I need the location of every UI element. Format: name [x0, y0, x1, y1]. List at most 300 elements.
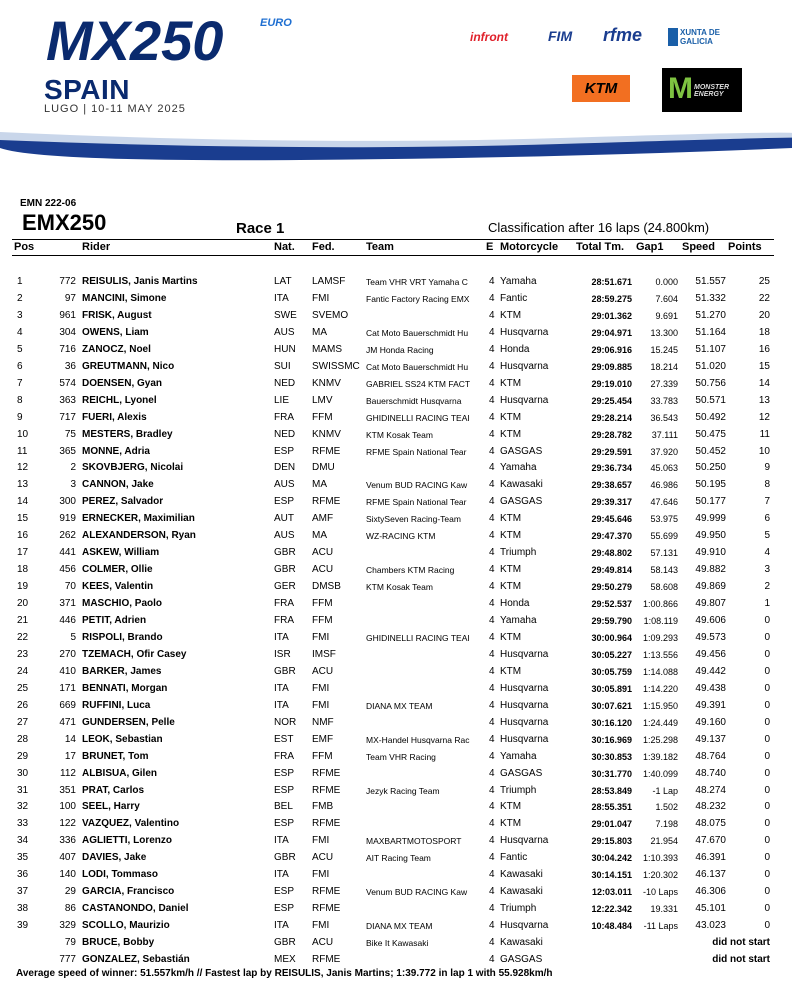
- cell-fed: FMI: [312, 920, 330, 932]
- cell-moto: Kawasaki: [500, 886, 543, 898]
- cell-gap: 55.699: [650, 531, 678, 542]
- cell-speed: 46.137: [695, 869, 726, 881]
- cell-pos: 3: [17, 309, 23, 321]
- cell-pts: 11: [759, 428, 770, 440]
- cell-pts: 0: [764, 869, 770, 881]
- cell-moto: KTM: [500, 665, 522, 677]
- cell-num: 29: [64, 886, 76, 898]
- cell-gap: 15.245: [650, 344, 678, 355]
- cell-total: 29:59.790: [591, 616, 632, 626]
- cell-moto: Yamaha: [500, 750, 537, 762]
- table-row: [0, 581, 792, 598]
- cell-pos: 7: [17, 377, 23, 389]
- cell-gap: 36.543: [650, 412, 678, 423]
- cell-total: 29:47.370: [591, 531, 632, 542]
- cell-nat: ITA: [274, 835, 289, 847]
- cell-speed: 45.101: [695, 903, 726, 915]
- cell-pts: 0: [764, 615, 770, 626]
- cell-total: 29:38.657: [591, 480, 632, 491]
- cell-nat: BEL: [274, 801, 293, 813]
- cell-moto: GASGAS: [500, 767, 543, 779]
- cell-gap: -11 Laps: [643, 921, 678, 932]
- cell-gap: 58.608: [650, 582, 678, 593]
- cell-nat: SWE: [274, 309, 297, 321]
- monster-claw-icon: M: [668, 72, 693, 105]
- cell-e: 4: [489, 886, 495, 898]
- cell-rider: ZANOCZ, Noel: [82, 343, 151, 355]
- cell-num: 3: [70, 479, 76, 491]
- cell-pos: 34: [17, 835, 29, 847]
- cell-num: 363: [59, 394, 76, 406]
- cell-rider: CASTANONDO, Daniel: [82, 903, 189, 915]
- col-nat: Nat.: [274, 241, 295, 253]
- cell-nat: LAT: [274, 276, 292, 287]
- cell-num: 304: [59, 326, 76, 338]
- cell-moto: Yamaha: [500, 276, 537, 287]
- sponsor-monster: [662, 68, 742, 112]
- cell-moto: GASGAS: [500, 954, 543, 965]
- cell-rider: PETIT, Adrien: [82, 615, 147, 626]
- cell-pts: 25: [758, 276, 770, 287]
- cell-e: 4: [489, 767, 495, 779]
- cell-rider: LEOK, Sebastian: [82, 733, 163, 745]
- cell-moto: KTM: [500, 631, 522, 643]
- cell-pos: 30: [17, 767, 29, 779]
- cell-e: 4: [489, 411, 495, 423]
- cell-team: Fantic Factory Racing EMX: [366, 293, 470, 304]
- cell-pts: 22: [758, 292, 770, 304]
- cell-speed: 49.573: [695, 631, 726, 643]
- cell-num: 2: [70, 462, 76, 474]
- cell-num: 407: [59, 852, 76, 864]
- table-row: [0, 429, 792, 446]
- cell-num: 717: [59, 411, 76, 423]
- cell-speed: 48.274: [695, 784, 726, 796]
- cell-nat: GBR: [274, 665, 296, 677]
- cell-pos: 24: [17, 665, 29, 677]
- cell-num: 112: [60, 767, 76, 779]
- cell-e: 4: [489, 937, 495, 949]
- table-row: [0, 479, 792, 496]
- cell-e: 4: [489, 581, 495, 593]
- col-motorcycle: Motorcycle: [500, 241, 559, 253]
- cell-num: 371: [59, 598, 76, 610]
- cell-pts: 0: [764, 818, 770, 830]
- cell-gap: 1:15.950: [642, 700, 678, 711]
- col-total: Total Tm.: [576, 241, 625, 253]
- cell-num: 36: [64, 360, 76, 372]
- cell-e: 4: [489, 394, 495, 406]
- cell-e: 4: [489, 920, 495, 932]
- cell-team: MAXBARTMOTOSPORT: [366, 836, 462, 847]
- cell-pos: 25: [17, 682, 29, 694]
- cell-rider: TZEMACH, Ofir Casey: [82, 648, 187, 660]
- cell-nat: AUS: [274, 479, 295, 491]
- cell-nat: ITA: [274, 682, 289, 694]
- cell-rider: COLMER, Ollie: [82, 564, 153, 576]
- cell-e: 4: [489, 343, 495, 355]
- cell-fed: FFM: [312, 411, 333, 423]
- cell-nat: EST: [274, 733, 294, 745]
- cell-nat: ESP: [274, 445, 295, 457]
- cell-e: 4: [489, 530, 495, 542]
- cell-fed: RFME: [312, 903, 341, 915]
- cell-rider: MONNE, Adria: [82, 445, 150, 457]
- cell-gap: 47.646: [650, 497, 678, 508]
- table-row: [0, 496, 792, 513]
- cell-rider: SCOLLO, Maurizio: [82, 920, 170, 932]
- cell-fed: ACU: [312, 852, 334, 864]
- cell-e: 4: [489, 496, 495, 508]
- cell-fed: SWISSMC: [312, 360, 360, 372]
- cell-rider: GREUTMANN, Nico: [82, 360, 175, 372]
- cell-e: 4: [489, 309, 495, 321]
- document-code: EMN 222-06: [20, 198, 77, 209]
- cell-moto: Kawasaki: [500, 479, 543, 491]
- cell-pos: 26: [17, 699, 29, 711]
- cell-fed: MA: [312, 479, 327, 491]
- cell-fed: RFME: [312, 445, 341, 457]
- cell-nat: FRA: [274, 411, 294, 423]
- cell-num: 97: [64, 292, 76, 304]
- cell-pts: 0: [764, 733, 770, 745]
- cell-pts: 3: [764, 564, 770, 576]
- monster-label: MONSTER ENERGY: [694, 84, 729, 98]
- cell-pts: 0: [764, 784, 770, 796]
- header-rule-top: [12, 239, 774, 240]
- cell-moto: KTM: [500, 411, 522, 423]
- cell-rider: MASCHIO, Paolo: [82, 598, 163, 610]
- cell-fed: ACU: [312, 564, 334, 576]
- cell-pts: 5: [764, 530, 770, 542]
- cell-e: 4: [489, 513, 495, 525]
- cell-pos: 32: [17, 801, 29, 813]
- cell-total: 28:53.849: [591, 785, 632, 796]
- cell-team: RFME Spain National Tear: [366, 497, 467, 508]
- table-row: [0, 835, 792, 852]
- cell-nat: NED: [274, 377, 296, 389]
- cell-total: 29:01.047: [591, 819, 632, 830]
- sponsor-fim: FIM: [548, 28, 573, 44]
- cell-gap: 7.604: [655, 293, 678, 304]
- cell-speed: 43.023: [695, 920, 726, 932]
- cell-fed: NMF: [312, 716, 334, 728]
- cell-moto: Husqvarna: [500, 716, 549, 728]
- cell-speed: 49.137: [695, 733, 726, 745]
- cell-rider: OWENS, Liam: [82, 326, 149, 338]
- cell-e: 4: [489, 801, 495, 813]
- cell-pos: 17: [17, 547, 29, 559]
- cell-gap: 1:08.119: [643, 616, 678, 626]
- cell-num: 446: [59, 615, 76, 626]
- cell-moto: Kawasaki: [500, 937, 543, 949]
- col-points: Points: [728, 241, 762, 253]
- cell-speed: 51.332: [695, 292, 726, 304]
- cell-num: 100: [59, 801, 76, 813]
- cell-pts: 12: [758, 411, 770, 423]
- cell-speed: 50.756: [695, 377, 726, 389]
- cell-num: 300: [59, 496, 76, 508]
- cell-moto: Fantic: [500, 852, 528, 864]
- cell-total: 29:01.362: [591, 310, 632, 321]
- cell-rider: LODI, Tommaso: [82, 869, 158, 881]
- cell-rider: MANCINI, Simone: [82, 292, 167, 304]
- cell-pos: 8: [17, 394, 23, 406]
- col-e: E: [486, 241, 494, 253]
- cell-pts: 18: [758, 326, 770, 338]
- cell-total: 29:28.782: [591, 429, 632, 440]
- cell-rider: ALEXANDERSON, Ryan: [82, 530, 196, 542]
- cell-pos: 11: [17, 445, 28, 457]
- cell-gap: 37.111: [651, 429, 678, 440]
- cell-num: 171: [59, 682, 76, 694]
- cell-pts: 0: [764, 835, 770, 847]
- cell-e: 4: [489, 665, 495, 677]
- table-row: [0, 852, 792, 869]
- cell-rider: KEES, Valentin: [82, 581, 154, 593]
- cell-moto: KTM: [500, 801, 522, 813]
- cell-pos: 9: [17, 411, 23, 423]
- cell-pts: 0: [764, 665, 770, 677]
- cell-num: 716: [59, 343, 76, 355]
- cell-pos: 27: [17, 716, 29, 728]
- cell-total: 29:50.279: [591, 582, 632, 593]
- class-title: EMX250: [22, 210, 107, 235]
- cell-rider: SEEL, Harry: [82, 801, 140, 813]
- cell-total: 10:48.484: [591, 921, 632, 932]
- logo-badge: EURO: [260, 17, 292, 29]
- cell-team: RFME Spain National Tear: [366, 446, 467, 457]
- cell-total: 12:22.342: [591, 904, 632, 915]
- cell-pts: 1: [764, 598, 770, 610]
- cell-e: 4: [489, 615, 495, 626]
- cell-pts: 8: [764, 479, 770, 491]
- table-row: [0, 530, 792, 547]
- cell-moto: Husqvarna: [500, 394, 549, 406]
- cell-total: 30:14.151: [591, 870, 632, 881]
- cell-speed: 48.740: [695, 767, 726, 779]
- cell-total: 30:16.120: [591, 717, 632, 728]
- cell-rider: RISPOLI, Brando: [82, 631, 163, 643]
- cell-pts: 9: [764, 462, 770, 474]
- cell-num: 329: [59, 920, 76, 932]
- cell-pts: 7: [764, 496, 770, 508]
- table-row: [0, 700, 792, 717]
- cell-fed: RFME: [312, 767, 341, 779]
- cell-e: 4: [489, 852, 495, 864]
- table-row: [0, 276, 792, 293]
- cell-fed: MAMS: [312, 343, 342, 355]
- table-row: [0, 717, 792, 734]
- cell-nat: NOR: [274, 716, 297, 728]
- cell-total: 29:28.214: [591, 412, 632, 423]
- cell-moto: KTM: [500, 564, 522, 576]
- cell-e: 4: [489, 479, 495, 491]
- cell-num: 777: [59, 954, 76, 965]
- cell-moto: Husqvarna: [500, 326, 549, 338]
- cell-nat: DEN: [274, 462, 296, 474]
- sponsor-rfme: rfme: [603, 25, 643, 45]
- cell-speed: 50.475: [695, 428, 726, 440]
- cell-total: 29:48.802: [591, 548, 632, 559]
- cell-fed: FMI: [312, 835, 330, 847]
- cell-num: 17: [64, 750, 76, 762]
- cell-num: 70: [64, 581, 76, 593]
- cell-total: 30:04.242: [591, 853, 632, 864]
- cell-nat: GBR: [274, 564, 296, 576]
- cell-total: 28:55.351: [591, 802, 632, 813]
- cell-gap: 46.986: [650, 480, 678, 491]
- cell-moto: Husqvarna: [500, 835, 549, 847]
- cell-nat: GBR: [274, 937, 296, 949]
- cell-pos: 29: [17, 750, 29, 762]
- table-row: [0, 615, 792, 632]
- cell-speed: 50.177: [695, 496, 726, 508]
- cell-moto: KTM: [500, 513, 522, 525]
- cell-pos: 39: [17, 920, 29, 932]
- cell-pos: 35: [17, 852, 29, 864]
- cell-team: KTM Kosak Team: [366, 582, 433, 593]
- cell-rider: DAVIES, Jake: [82, 852, 147, 864]
- cell-speed: 51.107: [695, 343, 726, 355]
- cell-team: Bike It Kawasaki: [366, 938, 429, 949]
- cell-rider: BENNATI, Morgan: [82, 682, 168, 694]
- cell-pos: 15: [17, 513, 29, 525]
- cell-nat: FRA: [274, 598, 294, 610]
- cell-rider: GONZALEZ, Sebastián: [82, 954, 190, 965]
- cell-moto: Triumph: [500, 547, 537, 559]
- footer-summary: Average speed of winner: 51.557km/h // Fastest lap by REISULIS, Janis Martins; 1:39.772 in lap 1 with 55.928km/h: [16, 968, 553, 979]
- table-row-dns: [0, 937, 792, 954]
- table-row: [0, 785, 792, 802]
- table-row: [0, 547, 792, 564]
- cell-e: 4: [489, 428, 495, 440]
- header-swoosh: [0, 124, 792, 168]
- cell-total: 29:49.814: [591, 565, 632, 576]
- cell-gap: 19.331: [650, 904, 678, 915]
- cell-nat: ITA: [274, 631, 289, 643]
- cell-nat: ISR: [274, 648, 291, 660]
- cell-speed: 49.456: [695, 648, 726, 660]
- cell-speed: 49.391: [695, 699, 726, 711]
- cell-nat: SUI: [274, 360, 291, 372]
- cell-pos: 10: [17, 428, 29, 440]
- cell-speed: 49.442: [695, 665, 726, 677]
- table-row: [0, 446, 792, 463]
- cell-rider: VAZQUEZ, Valentino: [82, 818, 180, 830]
- cell-moto: Husqvarna: [500, 648, 549, 660]
- cell-speed: 48.075: [695, 818, 726, 830]
- cell-speed: 51.164: [695, 326, 726, 338]
- cell-nat: NED: [274, 428, 296, 440]
- cell-nat: ITA: [274, 920, 289, 932]
- table-row: [0, 361, 792, 378]
- cell-rider: RUFFINI, Luca: [82, 699, 151, 711]
- cell-pts: 4: [764, 547, 770, 559]
- cell-e: 4: [489, 462, 495, 474]
- cell-total: 29:36.734: [591, 463, 632, 474]
- cell-num: 75: [64, 428, 76, 440]
- cell-gap: -10 Laps: [642, 887, 678, 898]
- table-row: [0, 869, 792, 886]
- table-row: [0, 564, 792, 581]
- table-row: [0, 801, 792, 818]
- cell-fed: KNMV: [312, 377, 341, 389]
- cell-pos: 19: [17, 581, 29, 593]
- cell-total: 29:39.317: [591, 497, 632, 508]
- cell-fed: IMSF: [312, 648, 336, 660]
- cell-gap: 1:10.393: [642, 853, 678, 864]
- cell-gap: 33.783: [650, 395, 678, 406]
- cell-pts: 14: [758, 377, 770, 389]
- cell-speed: 49.999: [695, 513, 726, 525]
- cell-pts: 0: [764, 852, 770, 864]
- cell-speed: 49.160: [695, 716, 726, 728]
- cell-moto: Fantic: [500, 292, 528, 304]
- cell-nat: AUS: [274, 530, 295, 542]
- cell-num: 961: [59, 309, 76, 321]
- cell-rider: FRISK, August: [82, 309, 152, 321]
- cell-nat: FRA: [274, 750, 294, 762]
- cell-gap: 1:14.088: [642, 666, 678, 677]
- cell-e: 4: [489, 699, 495, 711]
- cell-total: 12:03.011: [591, 887, 632, 898]
- cell-nat: GBR: [274, 547, 296, 559]
- cell-total: 30:00.964: [591, 632, 632, 643]
- cell-fed: FFM: [312, 615, 333, 626]
- cell-pos: 20: [17, 598, 29, 610]
- cell-fed: RFME: [312, 818, 341, 830]
- cell-gap: 0.000: [655, 277, 678, 287]
- cell-nat: ESP: [274, 886, 295, 898]
- cell-rider: GARCIA, Francisco: [82, 886, 175, 898]
- cell-e: 4: [489, 648, 495, 660]
- cell-gap: 1:13.556: [642, 649, 678, 660]
- cell-moto: Husqvarna: [500, 682, 549, 694]
- cell-moto: GASGAS: [500, 496, 543, 508]
- cell-num: 456: [59, 564, 76, 576]
- cell-moto: KTM: [500, 581, 522, 593]
- cell-pts: 0: [764, 631, 770, 643]
- table-row: [0, 395, 792, 412]
- cell-total: 30:05.891: [591, 683, 632, 694]
- cell-total: 30:07.621: [591, 700, 632, 711]
- table-row: [0, 378, 792, 395]
- cell-total: 28:59.275: [591, 293, 632, 304]
- table-row: [0, 412, 792, 429]
- table-row: [0, 513, 792, 530]
- cell-pos: 14: [17, 496, 29, 508]
- cell-fed: DMSB: [312, 581, 341, 593]
- sponsor-infront: infront: [470, 30, 508, 44]
- cell-pos: 33: [17, 818, 29, 830]
- cell-total: 29:45.646: [591, 514, 632, 525]
- cell-num: 122: [59, 818, 76, 830]
- cell-team: Team VHR Racing: [366, 751, 436, 762]
- cell-moto: Yamaha: [500, 462, 537, 474]
- cell-gap: 1:00.866: [642, 599, 678, 610]
- cell-nat: ESP: [274, 903, 295, 915]
- cell-e: 4: [489, 377, 495, 389]
- cell-moto: Honda: [500, 343, 530, 355]
- cell-rider: AGLIETTI, Lorenzo: [82, 835, 172, 847]
- cell-total: 29:04.971: [591, 327, 632, 338]
- cell-gap: 9.691: [655, 310, 678, 321]
- cell-nat: ESP: [274, 496, 295, 508]
- cell-fed: SVEMO: [312, 309, 349, 321]
- cell-e: 4: [489, 733, 495, 745]
- cell-pts: 0: [764, 750, 770, 762]
